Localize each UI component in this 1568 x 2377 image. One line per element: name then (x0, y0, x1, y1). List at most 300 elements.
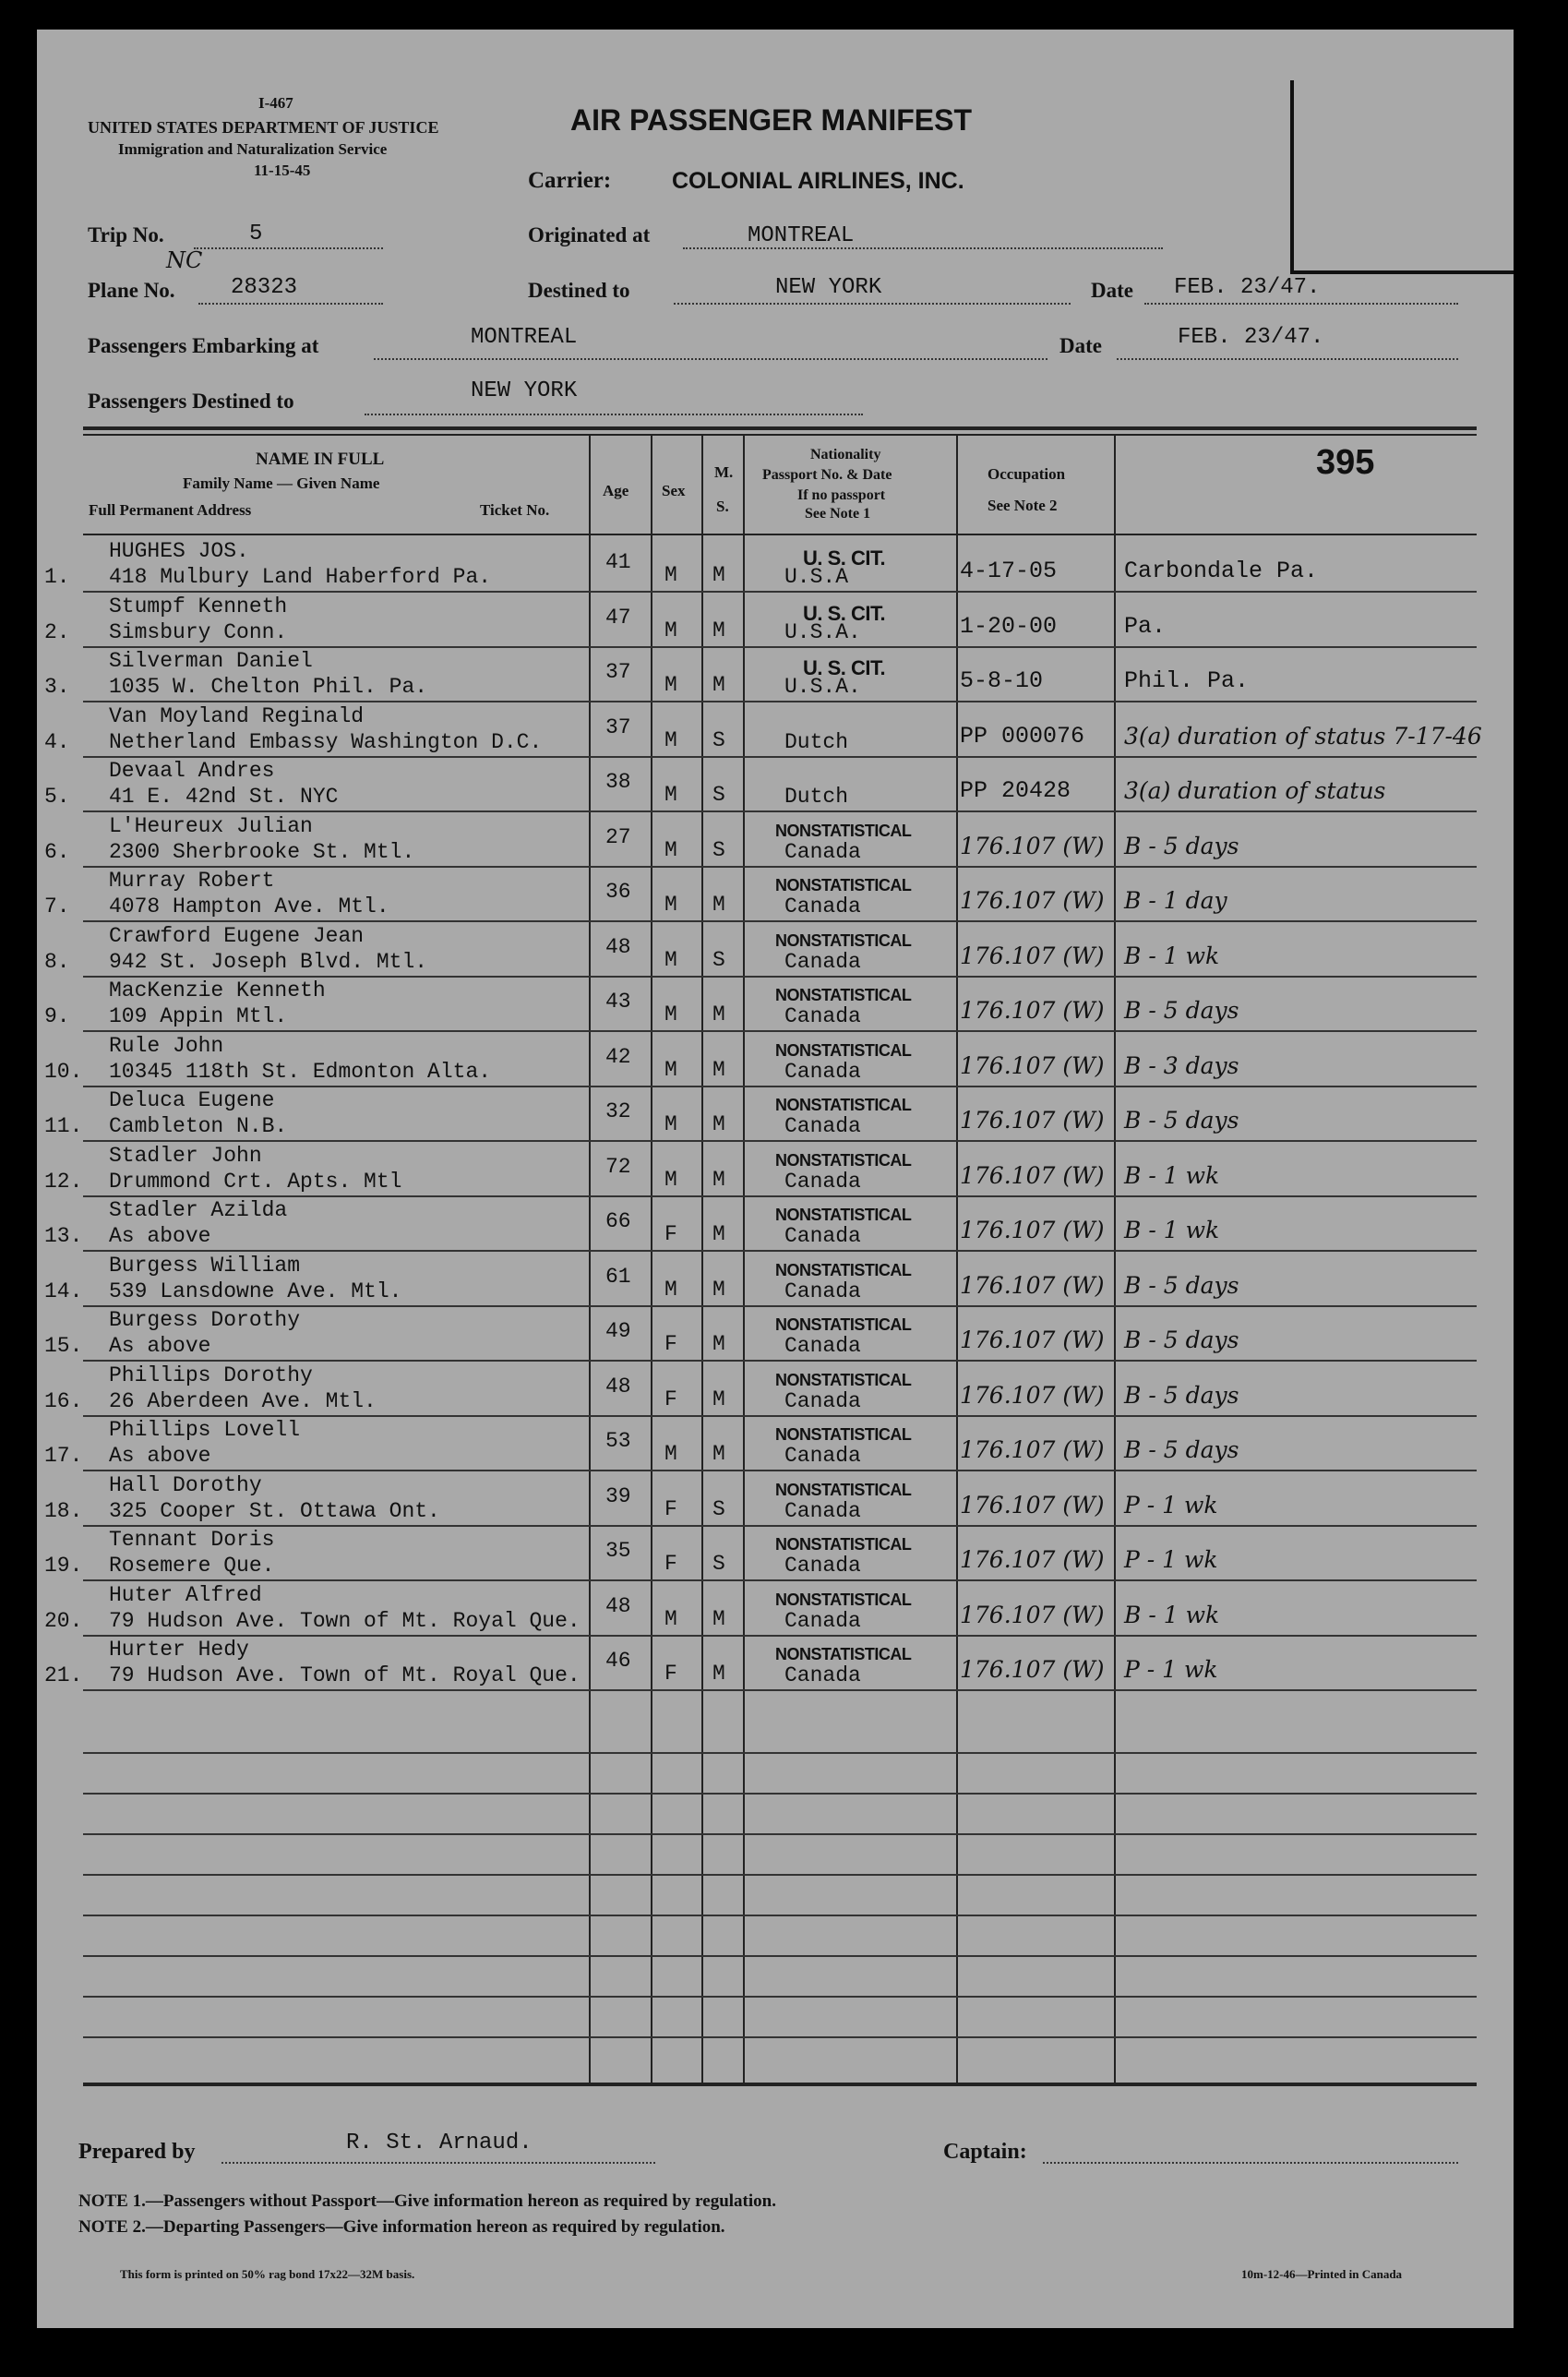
passenger-passport: 176.107 (W) (960, 1051, 1105, 1079)
passenger-address: As above (109, 1224, 211, 1248)
passenger-marital-status: M (712, 893, 725, 917)
passenger-nationality: U.S.A. (784, 619, 861, 644)
passenger-age: 48 (605, 1593, 631, 1618)
passenger-marital-status: M (712, 1222, 725, 1246)
passenger-address: 1035 W. Chelton Phil. Pa. (109, 675, 428, 699)
passenger-address: 2300 Sherbrooke St. Mtl. (109, 839, 415, 864)
passenger-occupation: P - 1 wk (1124, 1546, 1218, 1573)
destined-label: Destined to (528, 279, 630, 302)
passenger-sex: F (664, 1552, 677, 1576)
passenger-nationality: Canada (784, 1334, 861, 1358)
captain-label: Captain: (943, 2140, 1027, 2164)
passenger-nationality: Canada (784, 1169, 861, 1194)
passenger-occupation: B - 5 days (1124, 1107, 1239, 1134)
passenger-nationality: Canada (784, 1388, 861, 1413)
prepared-line (221, 2162, 655, 2164)
passenger-nationality: Canada (784, 1224, 861, 1248)
passenger-marital-status: M (712, 1112, 725, 1136)
passenger-passport: 176.107 (W) (960, 1161, 1105, 1189)
passenger-occupation: Pa. (1124, 612, 1167, 640)
plane-value: 28323 (231, 275, 298, 300)
passenger-age: 48 (605, 934, 631, 959)
nationality-stamp: NONSTATISTICAL (775, 930, 912, 950)
col-occ-2: See Note 2 (987, 497, 1058, 514)
row-number: 5. (44, 785, 70, 809)
passenger-passport: 176.107 (W) (960, 1217, 1105, 1243)
passenger-age: 36 (605, 880, 631, 904)
blank-rule (83, 2036, 1477, 2038)
passenger-passport: 176.107 (W) (960, 1656, 1105, 1683)
passenger-passport: 176.107 (W) (960, 942, 1105, 969)
passenger-sex: M (664, 727, 677, 752)
blank-rule (83, 1915, 1477, 1916)
row-number: 1. (44, 565, 70, 589)
passenger-sex: M (664, 618, 677, 642)
row-number: 21. (44, 1663, 83, 1687)
row-rule (83, 810, 1477, 812)
row-number: 7. (44, 894, 70, 918)
passenger-address: Simsbury Conn. (109, 619, 288, 644)
passenger-marital-status: S (712, 837, 725, 862)
passenger-name: Devaal Andres (109, 759, 275, 783)
date2-value: FEB. 23/47. (1178, 325, 1324, 350)
passenger-name: Stumpf Kenneth (109, 594, 288, 618)
prepared-value: R. St. Arnaud. (346, 2131, 533, 2155)
passenger-nationality: Canada (784, 839, 861, 864)
passenger-marital-status: M (712, 1662, 725, 1686)
passenger-marital-status: M (712, 1332, 725, 1356)
passenger-passport: 176.107 (W) (960, 1107, 1105, 1134)
passenger-name: Rule John (109, 1033, 224, 1058)
row-number: 19. (44, 1554, 83, 1578)
passenger-name: Murray Robert (109, 869, 275, 893)
passenger-occupation: B - 1 day (1124, 887, 1227, 914)
passenger-passport: 176.107 (W) (960, 832, 1105, 859)
col-age: Age (603, 482, 629, 499)
carrier-name: COLONIAL AIRLINES, INC. (672, 168, 964, 194)
nationality-stamp: U. S. CIT. (803, 601, 886, 625)
passenger-passport: 176.107 (W) (960, 1271, 1105, 1299)
passenger-passport: 176.107 (W) (960, 1436, 1105, 1463)
passenger-occupation: B - 1 wk (1124, 942, 1220, 969)
row-number: 12. (44, 1169, 83, 1194)
passenger-age: 61 (605, 1264, 631, 1289)
row-number: 15. (44, 1334, 83, 1358)
date-label: Date (1091, 279, 1133, 302)
passenger-age: 47 (605, 605, 631, 630)
passenger-marital-status: M (712, 618, 725, 642)
destined-pass-label: Passengers Destined to (88, 390, 294, 413)
originated-value: MONTREAL (748, 223, 855, 248)
passenger-nationality: Dutch (784, 785, 849, 809)
passenger-sex: M (664, 893, 677, 917)
passenger-passport: PP 000076 (960, 722, 1085, 750)
print-note: 10m-12-46—Printed in Canada (1241, 2267, 1403, 2281)
passenger-marital-status: M (712, 1057, 725, 1082)
captain-line (1043, 2162, 1458, 2164)
passenger-sex: F (664, 1332, 677, 1356)
paper-note: This form is printed on 50% rag bond 17x22—32M basis. (120, 2267, 415, 2281)
nationality-stamp: NONSTATISTICAL (775, 1206, 912, 1224)
passenger-nationality: Canada (784, 1004, 861, 1028)
passenger-name: Phillips Lovell (109, 1418, 301, 1442)
passenger-sex: M (664, 1167, 677, 1192)
row-number: 20. (44, 1608, 83, 1633)
embarking-label: Passengers Embarking at (88, 334, 319, 357)
row-rule (83, 1470, 1477, 1471)
passenger-address: 41 E. 42nd St. NYC (109, 785, 339, 809)
col-nat-4: See Note 1 (805, 506, 871, 522)
nationality-stamp: NONSTATISTICAL (775, 1040, 912, 1060)
passenger-address: 10345 118th St. Edmonton Alta. (109, 1059, 492, 1084)
passenger-sex: M (664, 1057, 677, 1082)
row-number: 18. (44, 1498, 83, 1523)
note-2: NOTE 2.—Departing Passengers—Give information hereon as required by regulation. (78, 2217, 725, 2237)
passenger-marital-status: M (712, 563, 725, 587)
row-number: 9. (44, 1004, 70, 1028)
passenger-occupation: 3(a) duration of status 7-17-46 (1124, 722, 1482, 750)
row-rule (83, 1525, 1477, 1527)
row-rule (83, 1579, 1477, 1581)
passenger-passport: 176.107 (W) (960, 1327, 1105, 1353)
passenger-passport: 5-8-10 (960, 667, 1044, 694)
passenger-passport: 176.107 (W) (960, 997, 1105, 1024)
plane-line (198, 303, 383, 305)
col-name-sub: Family Name — Given Name (183, 474, 380, 492)
passenger-passport: 176.107 (W) (960, 1601, 1105, 1628)
passenger-marital-status: S (712, 1496, 725, 1521)
stamp-box-left (1290, 80, 1294, 274)
passenger-name: Van Moyland Reginald (109, 703, 365, 728)
nationality-stamp: U. S. CIT. (803, 656, 886, 679)
passenger-occupation: P - 1 wk (1124, 1491, 1218, 1519)
passenger-name: Burgess William (109, 1253, 301, 1278)
passenger-age: 41 (605, 550, 631, 574)
nationality-stamp: NONSTATISTICAL (775, 1590, 912, 1609)
passenger-address: 109 Appin Mtl. (109, 1004, 288, 1028)
col-ms-2: S. (716, 498, 729, 515)
row-rule (83, 1360, 1477, 1362)
passenger-sex: M (664, 563, 677, 587)
passenger-address: 4078 Hampton Ave. Mtl. (109, 894, 389, 918)
trip-label: Trip No. (88, 223, 164, 246)
passenger-age: 46 (605, 1649, 631, 1673)
row-rule (83, 920, 1477, 922)
row-number: 10. (44, 1059, 83, 1084)
passenger-nationality: Canada (784, 1114, 861, 1138)
trip-line (194, 247, 383, 249)
date2-label: Date (1059, 334, 1102, 357)
passenger-name: Huter Alfred (109, 1582, 262, 1607)
stamp-box-bottom (1290, 270, 1514, 274)
passenger-sex: F (664, 1222, 677, 1246)
page-number: 395 (1316, 443, 1375, 482)
passenger-address: 26 Aberdeen Ave. Mtl. (109, 1388, 377, 1413)
service-name: Immigration and Naturalization Service (118, 140, 388, 158)
table-top-rule-2 (83, 434, 1477, 436)
passenger-occupation: P - 1 wk (1124, 1656, 1218, 1683)
table-bottom-rule (83, 2083, 1477, 2086)
col-divider-occ (956, 436, 958, 2084)
passenger-occupation: Carbondale Pa. (1124, 558, 1319, 584)
passenger-address: As above (109, 1444, 211, 1468)
blank-rule (83, 1874, 1477, 1876)
passenger-address: Cambleton N.B. (109, 1114, 288, 1138)
passenger-age: 43 (605, 990, 631, 1014)
passenger-nationality: Canada (784, 1444, 861, 1468)
passenger-marital-status: M (712, 673, 725, 697)
passenger-nationality: Canada (784, 1663, 861, 1687)
passenger-age: 27 (605, 824, 631, 849)
col-sex: Sex (662, 482, 686, 499)
row-number: 13. (44, 1224, 83, 1248)
col-nat-3: If no passport (797, 487, 886, 503)
passenger-marital-status: S (712, 947, 725, 972)
passenger-name: Stadler John (109, 1143, 262, 1168)
col-occ-1: Occupation (987, 465, 1066, 483)
embarking-value: MONTREAL (471, 325, 578, 350)
col-ticket: Ticket No. (480, 501, 550, 519)
passenger-name: Stadler Azilda (109, 1198, 288, 1222)
nationality-stamp: NONSTATISTICAL (775, 1425, 912, 1444)
passenger-passport: 176.107 (W) (960, 1491, 1105, 1519)
passenger-nationality: Canada (784, 894, 861, 918)
passenger-name: HUGHES JOS. (109, 539, 249, 563)
row-number: 6. (44, 839, 70, 864)
nationality-stamp: U. S. CIT. (803, 546, 886, 570)
col-divider-nat (743, 436, 745, 2084)
passenger-occupation: 3(a) duration of status (1124, 777, 1386, 804)
passenger-occupation: B - 5 days (1124, 1327, 1239, 1353)
prepared-label: Prepared by (78, 2140, 196, 2164)
passenger-sex: F (664, 1387, 677, 1411)
passenger-sex: M (664, 1606, 677, 1631)
row-rule (83, 1250, 1477, 1252)
passenger-name: Phillips Dorothy (109, 1363, 313, 1387)
date-value: FEB. 23/47. (1174, 275, 1321, 300)
nationality-stamp: NONSTATISTICAL (775, 986, 912, 1004)
passenger-nationality: Canada (784, 1608, 861, 1633)
blank-rule (83, 1793, 1477, 1795)
nationality-stamp: NONSTATISTICAL (775, 1096, 912, 1114)
passenger-address: Drummond Crt. Apts. Mtl (109, 1169, 402, 1194)
table-top-rule (83, 426, 1477, 430)
passenger-marital-status: S (712, 727, 725, 752)
row-rule (83, 756, 1477, 758)
passenger-sex: F (664, 1662, 677, 1686)
passenger-age: 49 (605, 1319, 631, 1343)
passenger-sex: M (664, 1442, 677, 1466)
passenger-occupation: Phil. Pa. (1124, 667, 1250, 694)
destined-value: NEW YORK (775, 275, 882, 300)
nationality-stamp: NONSTATISTICAL (775, 1370, 912, 1389)
row-rule (83, 701, 1477, 702)
passenger-nationality: Canada (784, 949, 861, 974)
blank-rule (83, 1752, 1477, 1754)
blank-rule (83, 1833, 1477, 1835)
passenger-marital-status: M (712, 1167, 725, 1192)
passenger-marital-status: M (712, 1606, 725, 1631)
date2-line (1117, 358, 1458, 360)
table-header-rule (83, 534, 1477, 535)
row-rule (83, 1195, 1477, 1197)
nationality-stamp: NONSTATISTICAL (775, 1480, 912, 1499)
note-1: NOTE 1.—Passengers without Passport—Give information hereon as required by regulation. (78, 2191, 776, 2211)
passenger-name: MacKenzie Kenneth (109, 978, 326, 1002)
passenger-address: 325 Cooper St. Ottawa Ont. (109, 1498, 440, 1523)
nationality-stamp: NONSTATISTICAL (775, 1645, 912, 1663)
blank-rule (83, 1996, 1477, 1998)
passenger-name: Crawford Eugene Jean (109, 923, 365, 948)
passenger-address: 418 Mulbury Land Haberford Pa. (109, 565, 492, 589)
passenger-name: Silverman Daniel (109, 649, 313, 673)
passenger-passport: 176.107 (W) (960, 1546, 1105, 1573)
passenger-sex: M (664, 1112, 677, 1136)
passenger-occupation: B - 1 wk (1124, 1217, 1220, 1243)
originated-label: Originated at (528, 223, 651, 246)
passenger-marital-status: M (712, 1277, 725, 1302)
passenger-passport: PP 20428 (960, 777, 1071, 804)
passenger-marital-status: M (712, 1002, 725, 1026)
row-rule (83, 1305, 1477, 1307)
passenger-marital-status: S (712, 1552, 725, 1576)
passenger-occupation: B - 1 wk (1124, 1161, 1220, 1189)
form-number: I-467 (258, 94, 293, 112)
passenger-age: 53 (605, 1429, 631, 1453)
passenger-age: 38 (605, 770, 631, 794)
col-address: Full Permanent Address (89, 501, 252, 519)
passenger-nationality: U.S.A (784, 565, 849, 589)
nationality-stamp: NONSTATISTICAL (775, 876, 912, 894)
nationality-stamp: NONSTATISTICAL (775, 1150, 912, 1170)
col-name-title: NAME IN FULL (256, 450, 385, 469)
destined-pass-value: NEW YORK (471, 378, 578, 403)
date-line (1144, 303, 1458, 305)
passenger-occupation: B - 3 days (1124, 1051, 1239, 1079)
row-rule (83, 646, 1477, 648)
passenger-occupation: B - 5 days (1124, 1436, 1239, 1463)
passenger-name: Hall Dorothy (109, 1472, 262, 1497)
row-rule (83, 1086, 1477, 1087)
passenger-nationality: Canada (784, 1498, 861, 1523)
passenger-occupation: B - 1 wk (1124, 1601, 1220, 1628)
nationality-stamp: NONSTATISTICAL (775, 1315, 912, 1334)
passenger-sex: M (664, 1002, 677, 1026)
passenger-passport: 1-20-00 (960, 612, 1058, 640)
passenger-passport: 176.107 (W) (960, 887, 1105, 914)
passenger-sex: F (664, 1496, 677, 1521)
row-rule (83, 1140, 1477, 1142)
passenger-name: Tennant Doris (109, 1528, 275, 1552)
destined-line (674, 303, 1071, 305)
col-divider-ms (701, 436, 703, 2084)
nationality-stamp: NONSTATISTICAL (775, 821, 912, 840)
passenger-marital-status: S (712, 783, 725, 807)
passenger-address: 79 Hudson Ave. Town of Mt. Royal Que. (109, 1663, 581, 1687)
passenger-name: Burgess Dorothy (109, 1308, 301, 1332)
passenger-address: 539 Lansdowne Ave. Mtl. (109, 1279, 402, 1303)
row-number: 2. (44, 619, 70, 644)
row-number: 3. (44, 675, 70, 699)
passenger-age: 42 (605, 1044, 631, 1069)
plane-prefix: NC (166, 247, 203, 273)
manifest-sheet (37, 30, 1514, 2328)
row-rule (83, 1635, 1477, 1637)
row-rule (83, 866, 1477, 868)
row-number: 8. (44, 949, 70, 974)
passenger-age: 32 (605, 1099, 631, 1123)
passenger-sex: M (664, 947, 677, 972)
row-number: 4. (44, 729, 70, 754)
nationality-stamp: NONSTATISTICAL (775, 1535, 912, 1554)
passenger-sex: M (664, 783, 677, 807)
passenger-age: 66 (605, 1209, 631, 1233)
col-divider-last (1114, 436, 1116, 2084)
passenger-age: 35 (605, 1539, 631, 1563)
blank-rule (83, 1955, 1477, 1957)
row-rule (83, 976, 1477, 978)
passenger-passport: 4-17-05 (960, 558, 1058, 584)
passenger-nationality: Canada (784, 1059, 861, 1084)
row-number: 11. (44, 1114, 83, 1138)
department-name: UNITED STATES DEPARTMENT OF JUSTICE (88, 118, 439, 137)
passenger-occupation: B - 5 days (1124, 1381, 1239, 1409)
row-number: 17. (44, 1444, 83, 1468)
passenger-passport: 176.107 (W) (960, 1381, 1105, 1409)
col-nat-1: Nationality (810, 447, 881, 462)
destined-pass-line (365, 414, 863, 415)
form-date: 11-15-45 (254, 162, 311, 179)
passenger-address: 942 St. Joseph Blvd. Mtl. (109, 949, 428, 974)
passenger-nationality: U.S.A. (784, 675, 861, 699)
passenger-occupation: B - 5 days (1124, 832, 1239, 859)
passenger-age: 48 (605, 1374, 631, 1399)
passenger-occupation: B - 5 days (1124, 1271, 1239, 1299)
passenger-marital-status: M (712, 1442, 725, 1466)
passenger-age: 72 (605, 1154, 631, 1179)
manifest-title: AIR PASSENGER MANIFEST (570, 103, 972, 137)
passenger-nationality: Dutch (784, 729, 849, 754)
passenger-address: As above (109, 1334, 211, 1358)
trip-value: 5 (249, 222, 263, 246)
nationality-stamp: NONSTATISTICAL (775, 1260, 912, 1279)
row-rule (83, 1415, 1477, 1417)
passenger-name: L'Heureux Julian (109, 813, 313, 838)
passenger-address: Netherland Embassy Washington D.C. (109, 729, 543, 754)
passenger-sex: M (664, 1277, 677, 1302)
row-rule (83, 591, 1477, 593)
passenger-age: 39 (605, 1483, 631, 1508)
row-rule (83, 1030, 1477, 1032)
passenger-age: 37 (605, 660, 631, 684)
row-number: 14. (44, 1279, 83, 1303)
passenger-nationality: Canada (784, 1279, 861, 1303)
plane-label: Plane No. (88, 279, 175, 302)
passenger-name: Deluca Eugene (109, 1088, 275, 1112)
col-nat-2: Passport No. & Date (762, 467, 892, 483)
col-ms-1: M. (714, 463, 734, 481)
passenger-occupation: B - 5 days (1124, 997, 1239, 1024)
row-rule (83, 1689, 1477, 1691)
passenger-name: Hurter Hedy (109, 1638, 249, 1662)
passenger-address: Rosemere Que. (109, 1554, 275, 1578)
col-divider-sex (651, 436, 652, 2084)
passenger-marital-status: M (712, 1387, 725, 1411)
passenger-age: 37 (605, 714, 631, 739)
carrier-label: Carrier: (528, 168, 612, 193)
passenger-sex: M (664, 837, 677, 862)
embarking-line (374, 358, 1047, 360)
